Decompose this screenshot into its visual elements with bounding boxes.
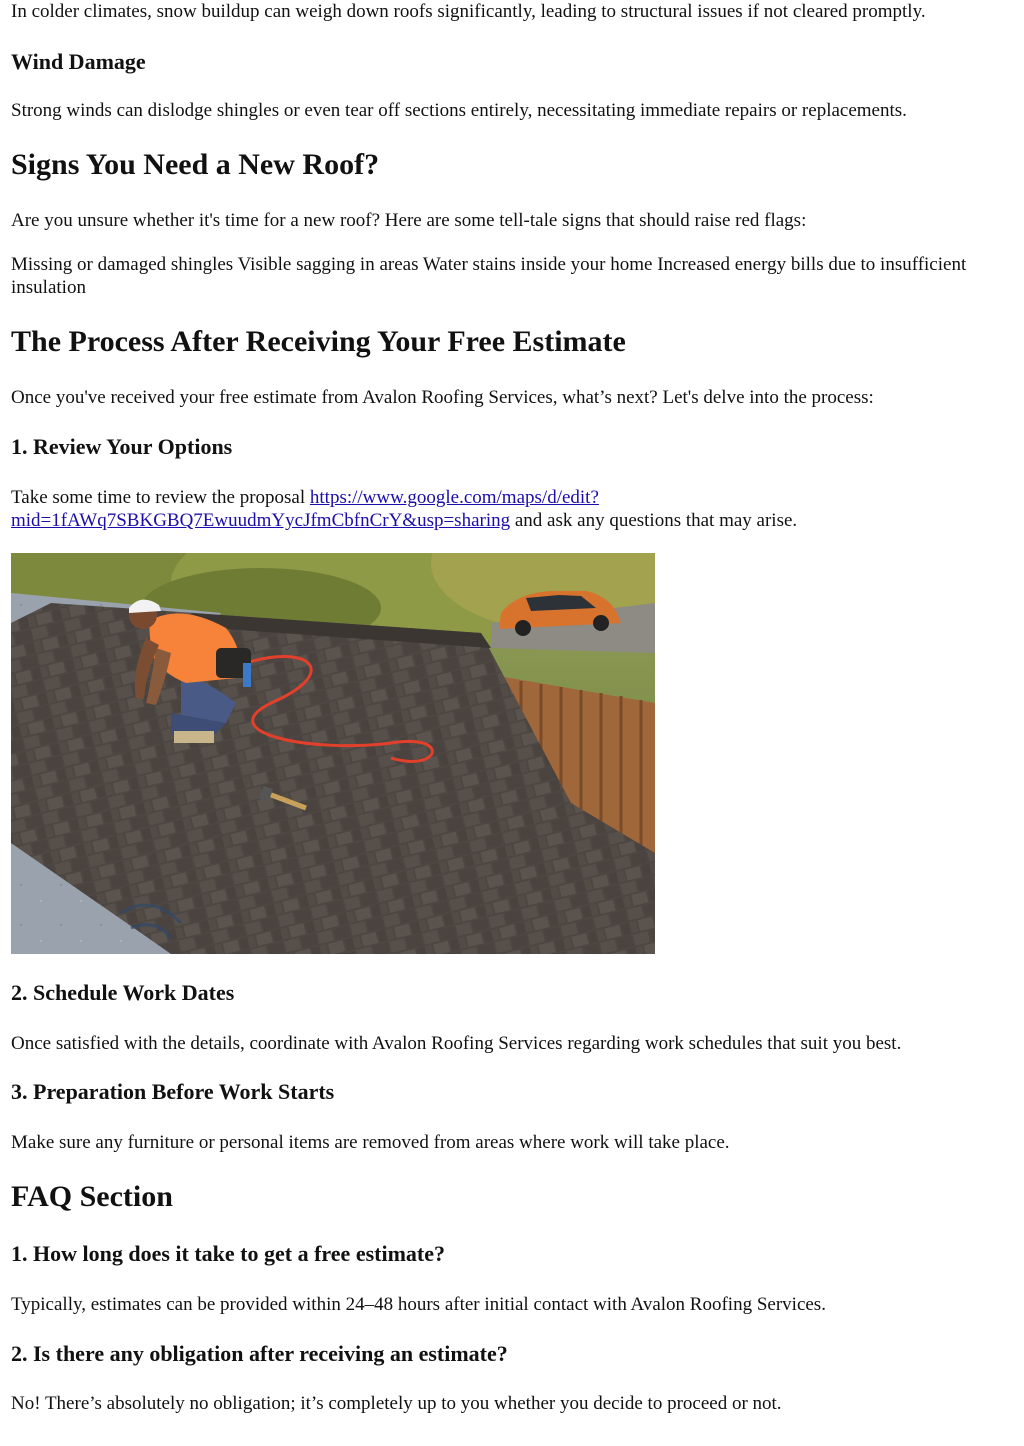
- snow-buildup-paragraph: In colder climates, snow buildup can weigh down roofs significantly, leading to structural issues if not cleared promptly.: [11, 1, 926, 22]
- preparation-paragraph: Make sure any furniture or personal items are removed from areas where work will take place.: [11, 1132, 730, 1153]
- wind-damage-paragraph: Strong winds can dislodge shingles or even tear off sections entirely, necessitating immediate repairs or replacements.: [11, 100, 907, 121]
- preparation-heading: 3. Preparation Before Work Starts: [11, 1079, 335, 1104]
- proposal-link-line-2: mid=1fAWq7SBKGBQ7EwuudmYycJfmCbfnCrY&usp=sharing: [11, 510, 511, 531]
- proposal-link-line-1: https://www.google.com/maps/d/edit?: [309, 487, 599, 508]
- process-heading: The Process After Receiving Your Free Estimate: [11, 325, 626, 358]
- faq-answer-1: Typically, estimates can be provided within 24–48 hours after initial contact with Avalon Roofing Services.: [11, 1294, 826, 1315]
- signs-list-paragraph: Missing or damaged shingles Visible sagging in areas Water stains inside your home Increased energy bills due to insufficient insulation: [11, 254, 967, 298]
- faq-question-1: 1. How long does it take to get a free estimate?: [11, 1241, 445, 1266]
- review-text-before: Take some time to review the proposal: [11, 487, 310, 508]
- review-options-paragraph: [11, 486, 1001, 532]
- signs-intro-paragraph: Are you unsure whether it's time for a new roof? Here are some tell-tale signs that should raise red flags:: [11, 210, 807, 231]
- faq-heading: FAQ Section: [11, 1180, 173, 1213]
- roofer-installing-shingles-photo: [11, 553, 655, 954]
- review-text-after: and ask any questions that may arise.: [510, 510, 798, 531]
- schedule-paragraph: Once satisfied with the details, coordinate with Avalon Roofing Services regarding work schedules that suit you best.: [11, 1033, 902, 1054]
- faq-question-2: 2. Is there any obligation after receiving an estimate?: [11, 1341, 508, 1366]
- signs-heading: Signs You Need a New Roof?: [11, 148, 380, 181]
- faq-answer-2: No! There’s absolutely no obligation; it’s completely up to you whether you decide to proceed or not.: [11, 1393, 782, 1414]
- process-intro-paragraph: Once you've received your free estimate from Avalon Roofing Services, what’s next? Let's delve into the process:: [11, 387, 874, 408]
- schedule-heading: 2. Schedule Work Dates: [11, 980, 235, 1005]
- review-options-heading: 1. Review Your Options: [11, 434, 233, 459]
- wind-damage-heading: Wind Damage: [11, 49, 146, 74]
